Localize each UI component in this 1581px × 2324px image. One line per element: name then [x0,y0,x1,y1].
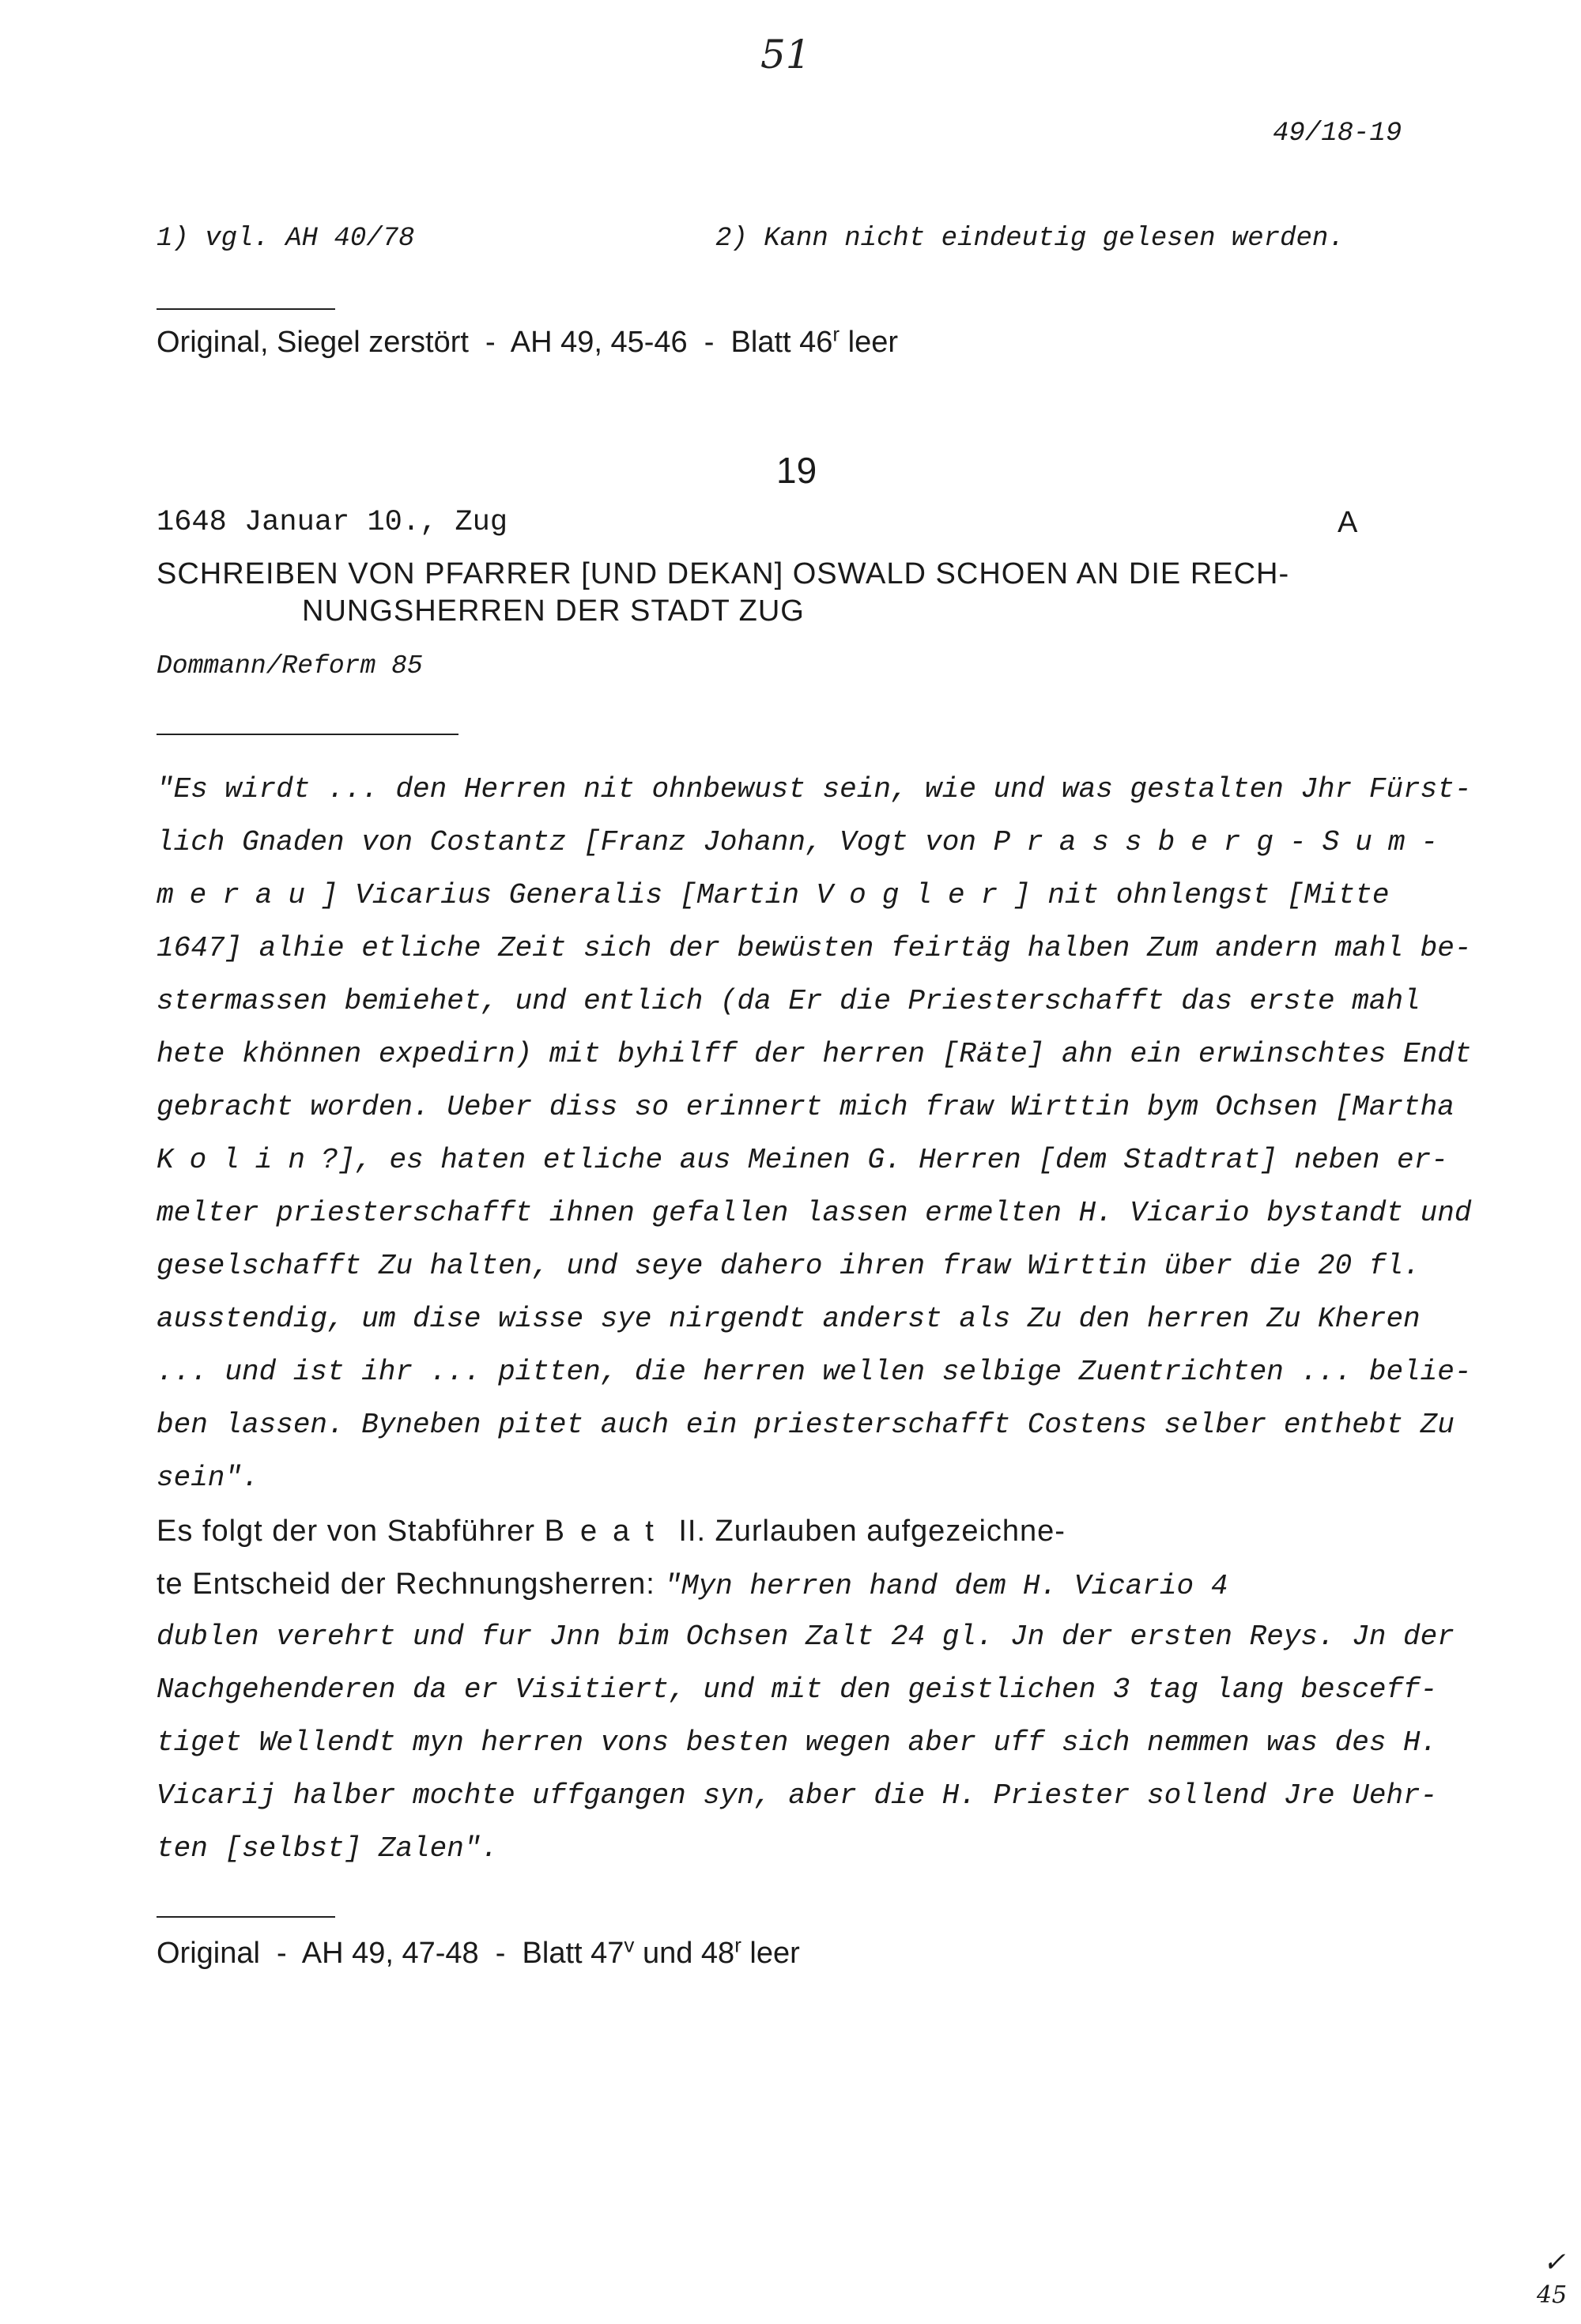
source-divider [157,1916,335,1918]
source-text: Original - AH 49, 47-48 - Blatt 47 [157,1937,624,1970]
handwritten-page-number: 51 [760,32,811,77]
checkmark-icon: ✓ [1543,2247,1566,2278]
quote-line-3b: ] Vicarius Generalis [Martin [321,879,817,911]
footnote-2: 2) Kann nicht eindeutig gelesen werden. [715,224,1345,254]
quote-line-4: 1647] alhie etliche Zeit sich der bewüsten feirtäg halben Zum andern mahl be- [157,932,1472,964]
decision-line-2: Nachgehenderen da er Visitiert, und mit den geistlichen 3 tag lang besceff- [157,1673,1438,1706]
editorial-line-1 [157,1515,1066,1549]
quote-line-3d: ] nit ohnlengst [Mitte [1013,879,1390,911]
quote-line-14: sein". [157,1462,259,1494]
editorial-line-2a: te Entscheid der Rechnungsherren: [157,1568,665,1601]
spaced-name-kolin: Kolin [157,1144,322,1176]
source-line [157,1933,800,1971]
decision-line-1: dublen verehrt und fur Jnn bim Ochsen Zalt 24 gl. Jn der ersten Reys. Jn der [157,1620,1455,1653]
spaced-name-vogler: Vogler [816,879,1014,911]
decision-line-5: ten [selbst] Zalen". [157,1832,499,1865]
source-text-tail: leer [741,1937,800,1970]
footnote-divider [157,308,335,310]
source-sup-recto: r [734,1933,741,1957]
archive-reference: 49/18-19 [1273,119,1402,149]
decision-line-3: tiget Wellendt myn herren vons besten wegen aber uff sich nemmen was des H. [157,1726,1438,1759]
quote-line-9: melter priesterschafft ihnen gefallen lassen ermelten H. Vicario bystandt und [157,1197,1472,1229]
entry-title-line-1: SCHREIBEN VON PFARRER [UND DEKAN] OSWALD SCHOEN AN DIE RECH- [157,557,1290,590]
previous-source-tail: leer [840,326,898,359]
quote-line-12: ... und ist ihr ... pitten, die herren wellen selbige Zuentrichten ... belie- [157,1356,1472,1388]
editorial-line-2 [157,1568,1228,1602]
previous-source-line [157,322,898,360]
quote-line-2a: lich Gnaden von Costantz [Franz Johann, Vogt von [157,826,994,858]
spaced-name-prassberg: Prassberg-Sum- [993,826,1455,858]
quote-line-11: ausstendig, um dise wisse sye nirgendt anderst als Zu den herren Zu Kheren [157,1303,1421,1335]
entry-reference: Dommann/Reform 85 [157,651,423,681]
quote-line-8b: ?], es haten etliche aus Meinen G. Herren [dem Stadtrat] neben er- [321,1144,1448,1176]
entry-type-marker: A [1338,506,1358,539]
entry-number: 19 [776,450,817,491]
decision-quote-start: "Myn herren hand dem H. Vicario 4 [664,1570,1228,1602]
spaced-name-beat: Beat [544,1515,670,1548]
decision-line-4: Vicarij halber mochte uffgangen syn, aber die H. Priester sollend Jre Uehr- [157,1779,1438,1812]
quote-line-3 [157,879,1389,911]
quote-line-13: ben lassen. Byneben pitet auch ein priesterschafft Costens selber enthebt Zu [157,1409,1455,1441]
quote-line-5: stermassen bemiehet, und entlich (da Er die Priesterschafft das erste mahl [157,985,1421,1017]
source-sup-verso: v [624,1933,635,1957]
entry-title-line-2: NUNGSHERREN DER STADT ZUG [302,594,805,628]
corner-folio-number: 45 [1537,2281,1568,2309]
reference-divider [157,734,458,735]
source-text-and: und 48 [634,1937,735,1970]
quote-line-6: hete khönnen expedirn) mit byhilff der herren [Räte] ahn ein erwinschtes Endt [157,1038,1472,1070]
spaced-name-sumerau: merau [157,879,322,911]
previous-source-text: Original, Siegel zerstört - AH 49, 45-46 - Blatt 46 [157,326,833,359]
quote-line-10: geselschafft Zu halten, und seye dahero ihren fraw Wirttin über die 20 fl. [157,1250,1421,1282]
quote-line-1: "Es wirdt ... den Herren nit ohnbewust sein, wie und was gestalten Jhr Fürst- [157,773,1472,805]
editorial-line-1c: II. Zurlauben aufgezeichne- [669,1515,1066,1548]
quote-line-2 [157,826,1454,858]
editorial-line-1a: Es folgt der von Stabführer [157,1515,545,1548]
quote-line-8 [157,1144,1448,1176]
footnote-1: 1) vgl. AH 40/78 [157,224,415,254]
previous-source-sup: r [832,322,840,346]
quote-line-7: gebracht worden. Ueber diss so erinnert mich fraw Wirttin bym Ochsen [Martha [157,1091,1455,1123]
entry-date-place: 1648 Januar 10., Zug [157,506,508,539]
